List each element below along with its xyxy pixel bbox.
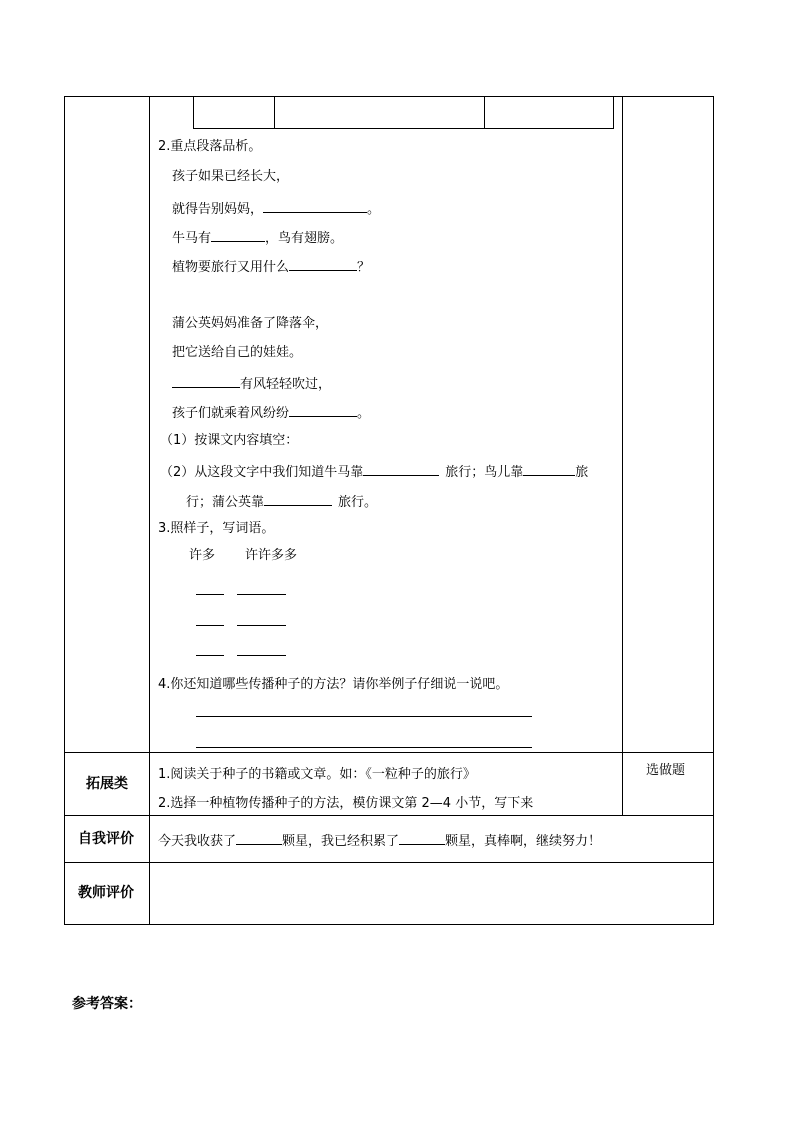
blank-line[interactable] <box>523 463 575 476</box>
blank-line[interactable] <box>363 463 439 476</box>
blank-line[interactable] <box>211 229 265 242</box>
extension-label: 拓展类 <box>86 776 128 792</box>
inner-table-col-2 <box>484 96 485 128</box>
poem2-line3: 有风轻轻吹过， <box>172 375 331 391</box>
answer-line[interactable] <box>196 747 532 748</box>
poem2-line2: 把它送给自己的娃娃。 <box>172 345 303 360</box>
example-word-2: 许许多多 <box>245 548 298 563</box>
table-right-border <box>713 96 714 925</box>
blank-line[interactable] <box>236 832 282 845</box>
inner-table-col-1 <box>274 96 275 128</box>
example-word-1: 许多 <box>189 548 216 563</box>
section2-title: 2.重点段落品析。 <box>158 139 262 154</box>
table-bottom-border <box>64 924 714 925</box>
blank-line[interactable] <box>196 625 224 626</box>
blank-line[interactable] <box>289 258 357 271</box>
extension-item-2: 2.选择一种植物传播种子的方法，模仿课文第 2—4 小节，写下来 <box>158 796 534 811</box>
table-col-divider-2 <box>622 96 623 815</box>
inner-table-right <box>613 96 614 128</box>
row-divider-teacher-eval <box>64 862 714 863</box>
blank-line[interactable] <box>237 655 286 656</box>
blank-line[interactable] <box>289 404 357 417</box>
question-2-line1: （2）从这段文字中我们知道牛马靠 旅行；鸟儿靠 旅 <box>160 465 589 480</box>
blank-line[interactable] <box>237 594 286 595</box>
self-eval-label: 自我评价 <box>78 831 134 847</box>
extension-item-1: 1.阅读关于种子的书籍或文章。如：《一粒种子的旅行》 <box>158 767 476 782</box>
answer-line[interactable] <box>196 716 532 717</box>
section4-title: 4.你还知道哪些传播种子的方法？请你举例子仔细说一说吧。 <box>158 677 509 692</box>
teacher-eval-label: 教师评价 <box>78 885 134 901</box>
row-divider-self-eval <box>64 815 714 816</box>
table-left-border <box>64 96 65 925</box>
answers-heading: 参考答案： <box>72 996 142 1012</box>
row-divider-extension <box>64 752 714 753</box>
poem1-line2: 就得告别妈妈， 。 <box>172 202 381 217</box>
blank-line[interactable] <box>237 625 286 626</box>
inner-table-bottom <box>193 128 614 129</box>
extension-note: 选做题 <box>646 763 686 778</box>
blank-line[interactable] <box>172 375 240 388</box>
table-col-divider-1 <box>149 96 150 925</box>
question-2-line2: 行；蒲公英靠 旅行。 <box>186 495 378 510</box>
blank-line[interactable] <box>196 594 224 595</box>
poem2-line1: 蒲公英妈妈准备了降落伞， <box>172 316 329 331</box>
poem2-line4: 孩子们就乘着风纷纷 。 <box>172 406 371 421</box>
blank-line[interactable] <box>263 200 367 213</box>
table-top-border <box>64 96 714 97</box>
question-1: （1）按课文内容填空： <box>160 433 299 448</box>
blank-line[interactable] <box>196 655 224 656</box>
blank-line[interactable] <box>264 493 332 506</box>
section3-title: 3.照样子，写词语。 <box>158 521 275 536</box>
blank-line[interactable] <box>399 832 445 845</box>
poem1-line3: 牛马有 ，鸟有翅膀。 <box>172 231 344 246</box>
poem1-line1: 孩子如果已经长大， <box>172 169 290 184</box>
inner-table-left <box>193 96 194 128</box>
self-eval-text: 今天我收获了 颗星，我已经积累了 颗星，真棒啊，继续努力！ <box>158 834 602 849</box>
poem1-line4: 植物要旅行又用什么 ？ <box>172 260 371 275</box>
